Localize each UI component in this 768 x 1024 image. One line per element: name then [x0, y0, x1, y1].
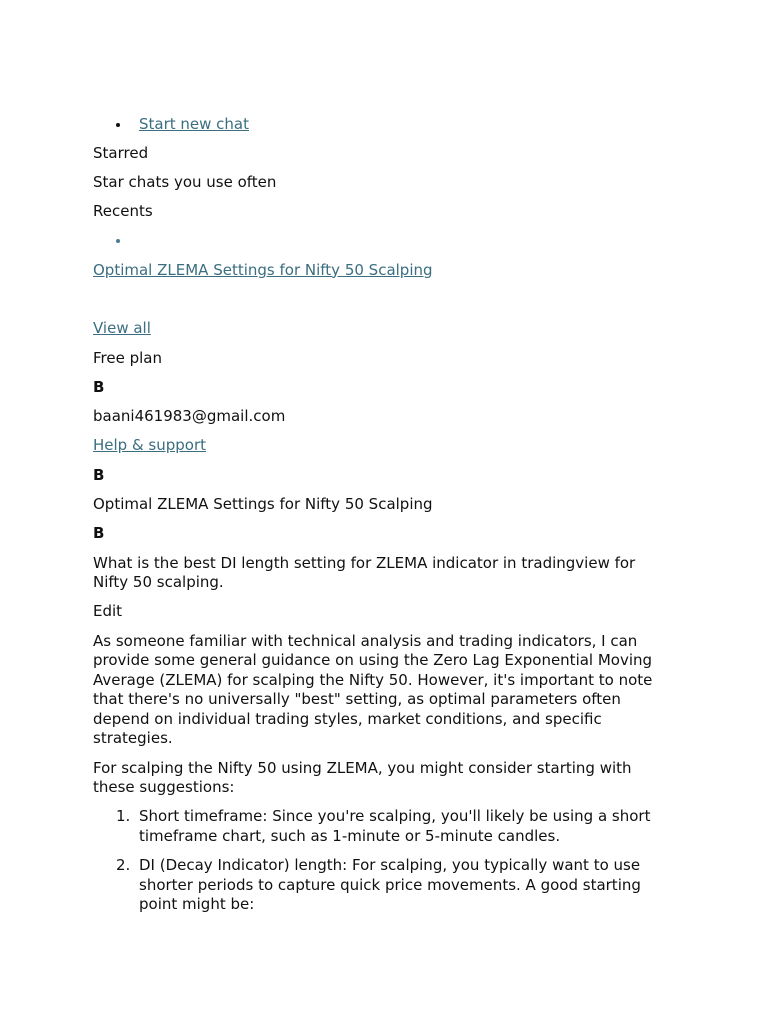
view-all-link[interactable]: View all [93, 319, 151, 338]
user-message-avatar: B [93, 524, 105, 543]
help-support-link[interactable]: Help & support [93, 436, 207, 455]
plan-label: Free plan [93, 348, 162, 367]
user-message: What is the best DI length setting for ZLEMA indicator in tradingview for Nifty 50 scalping. [93, 553, 636, 592]
chat-title[interactable]: Optimal ZLEMA Settings for Nifty 50 Scalping [93, 495, 433, 514]
suggestion-item [116, 807, 673, 846]
assistant-paragraph: For scalping the Nifty 50 using ZLEMA, you might consider starting with these suggestions: [93, 758, 632, 797]
suggestion-number: 2. [116, 856, 131, 875]
recent-chat-entry [93, 261, 673, 281]
header-avatar[interactable]: B [93, 465, 105, 484]
recents-list [93, 231, 673, 251]
recents-list-item [139, 231, 673, 251]
edit-button[interactable]: Edit [93, 602, 123, 621]
assistant-paragraph: As someone familiar with technical analysis and trading indicators, I can provide some general guidance on using the Zero Lag Exponential Moving Average (ZLEMA) for scalping the Nifty 50. However, it's important to note that there's no universally "best" setting, as optimal parameters often depend on individual trading styles, market conditions, and specific strategies. [93, 631, 653, 748]
new-chat-list [93, 115, 673, 135]
sidebar-avatar[interactable]: B [93, 377, 105, 396]
suggestion-number: 1. [116, 807, 131, 826]
main-content [93, 115, 673, 924]
user-email: baani461983@gmail.com [93, 407, 286, 426]
starred-hint: Star chats you use often [93, 172, 277, 191]
new-chat-item [139, 115, 673, 135]
suggestion-list [93, 807, 673, 914]
spacer [93, 290, 673, 310]
suggestion-text: Short timeframe: Since you're scalping, you'll likely be using a short timeframe chart, such as 1-minute or 5-minute candles. [139, 807, 651, 845]
starred-heading: Starred [93, 143, 149, 162]
help-row [93, 436, 673, 456]
recents-heading: Recents [93, 202, 153, 221]
view-all-row [93, 319, 673, 339]
suggestion-text: DI (Decay Indicator) length: For scalping, you typically want to use shorter periods to capture quick price movements. A good starting point might be: [139, 856, 641, 914]
recent-chat-link[interactable]: Optimal ZLEMA Settings for Nifty 50 Scalping [93, 260, 433, 279]
start-new-chat-link[interactable]: Start new chat [139, 115, 250, 133]
suggestion-item [116, 856, 673, 915]
